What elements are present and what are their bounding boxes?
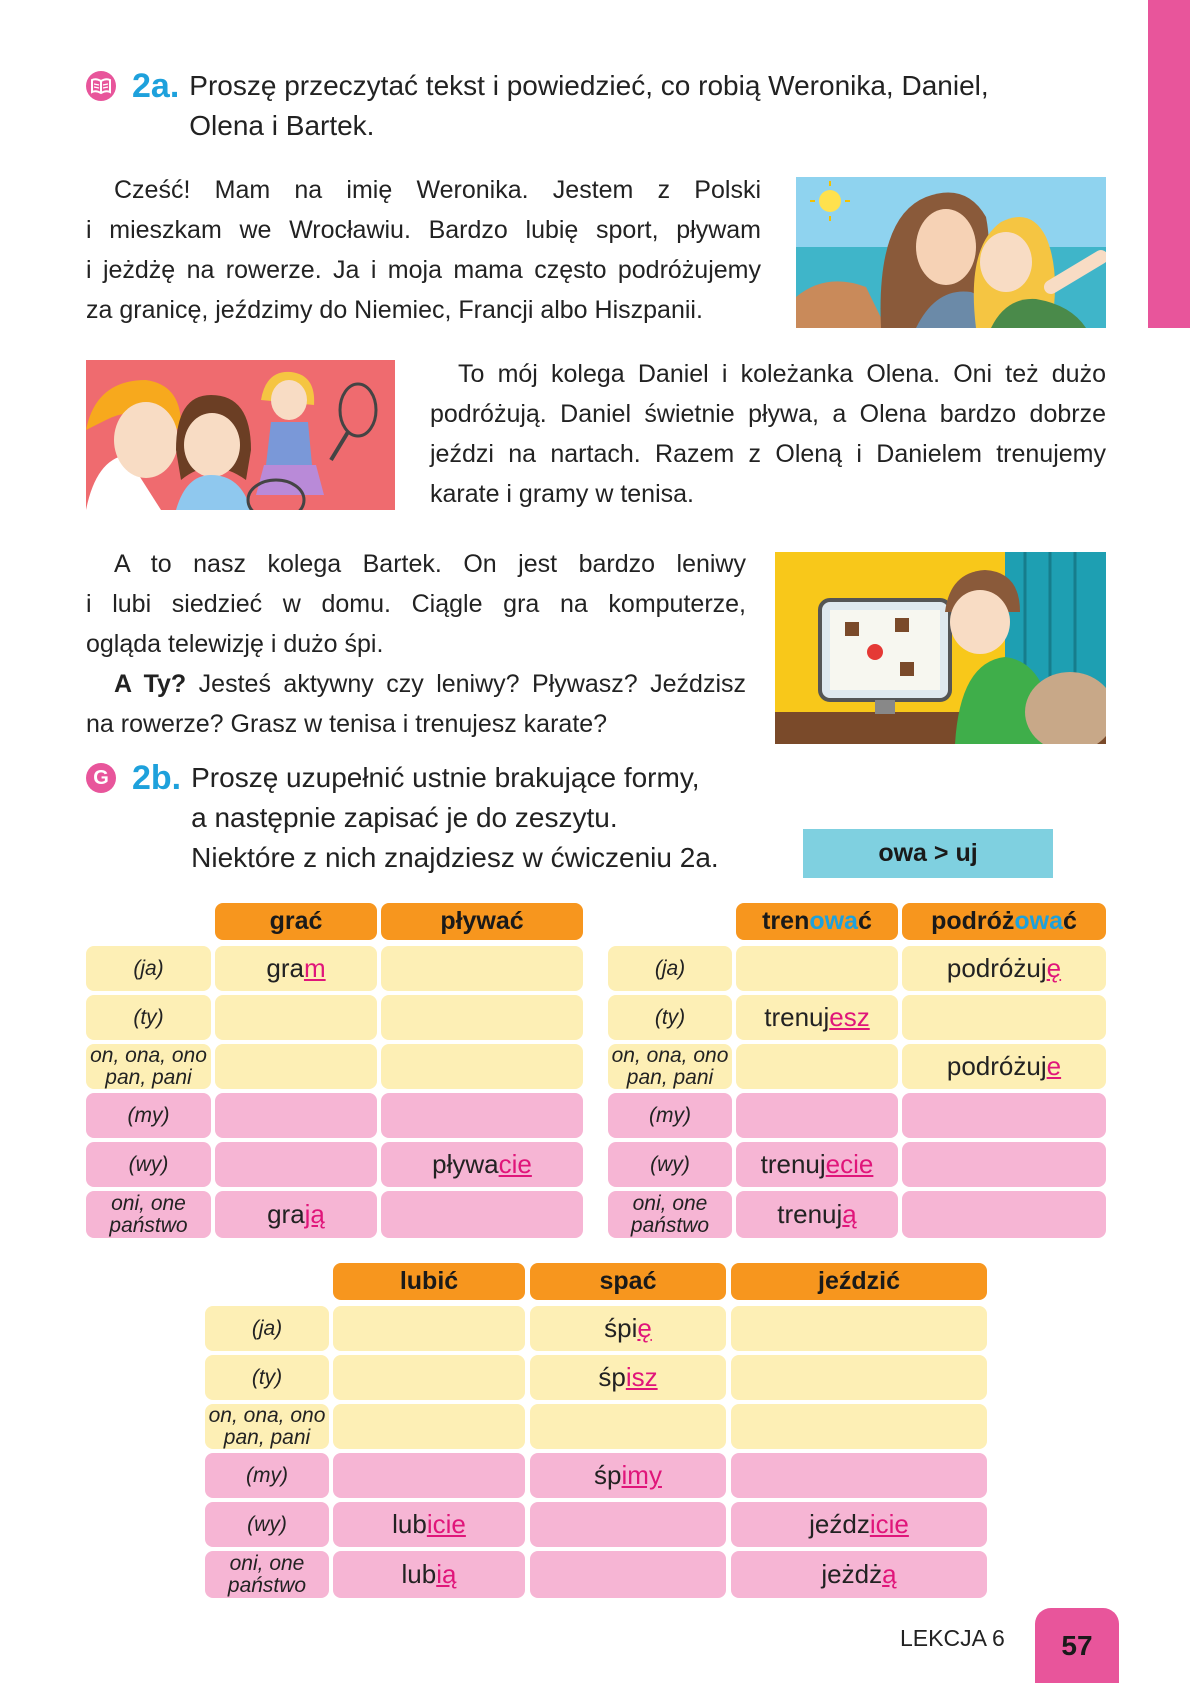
form-cell [215, 1142, 377, 1187]
pronoun-ty: (ty) [205, 1355, 329, 1400]
form-cell [736, 946, 898, 991]
header-podrozowac: podróż owa ć [902, 903, 1106, 940]
form-cell: pływa cie [381, 1142, 583, 1187]
form-cell: lub ią [333, 1551, 525, 1598]
pronoun-on: on, ona, ono pan, pani [608, 1044, 732, 1089]
pronoun-oni: oni, one państwo [205, 1551, 329, 1598]
book-icon [86, 71, 116, 101]
exercise-instruction-line2: a następnie zapisać je do zeszytu. [191, 802, 618, 833]
pronoun-wy: (wy) [205, 1502, 329, 1547]
lesson-label: LEKCJA 6 [900, 1625, 1005, 1651]
text-line: ogląda telewizję i dużo śpi. [86, 630, 384, 658]
form-cell [333, 1453, 525, 1498]
pronoun-wy: (wy) [86, 1142, 211, 1187]
exercise-number: 2a. [132, 67, 180, 105]
exercise-instruction-line3: Niektóre z nich znajdziesz w ćwiczeniu 2a. [191, 842, 719, 873]
form-cell [215, 1093, 377, 1138]
pronoun-ja: (ja) [86, 946, 211, 991]
header-lubic: lubić [333, 1263, 525, 1300]
exercise-instruction-line2: Olena i Bartek. [189, 110, 375, 141]
form-cell: jeżdż ą [731, 1551, 987, 1598]
pronoun-ty: (ty) [86, 995, 211, 1040]
grammar-g-icon: G [86, 763, 116, 793]
exercise-instruction: Proszę przeczytać tekst i powiedzieć, co robią Weronika, Daniel, [189, 70, 989, 101]
pronoun-on: on, ona, ono pan, pani [205, 1404, 329, 1449]
header-jezdzic: jeździć [731, 1263, 987, 1300]
pronoun-ja: (ja) [608, 946, 732, 991]
form-cell [530, 1404, 726, 1449]
text-line: i jeżdżę na rowerze. Ja i moja mama często podróżujemy [86, 256, 761, 284]
text-line: Cześć! Mam na imię Weronika. Jestem z Polski [114, 176, 761, 204]
form-cell [381, 1044, 583, 1089]
paragraph-weronika [86, 170, 761, 330]
form-cell [333, 1404, 525, 1449]
paragraph-bartek [86, 544, 746, 744]
text-line: podróżują. Daniel świetnie pływa, a Olena bardzo dobrze [430, 400, 1106, 428]
side-tab [1148, 0, 1190, 328]
pronoun-wy: (wy) [608, 1142, 732, 1187]
pronoun-ja: (ja) [205, 1306, 329, 1351]
form-cell: gra m [215, 946, 377, 991]
a-ty-rest: Jesteś aktywny czy leniwy? Pływasz? Jeździsz [186, 670, 746, 698]
form-cell [902, 1142, 1106, 1187]
form-cell [902, 995, 1106, 1040]
form-cell [333, 1306, 525, 1351]
text-line: za granicę, jeździmy do Niemiec, Francji albo Hiszpanii. [86, 296, 703, 324]
header-trenowac: tren owa ć [736, 903, 898, 940]
illustration-daniel-olena-weronika [86, 360, 395, 510]
hint-badge: owa > uj [803, 829, 1053, 878]
text-line [86, 664, 746, 704]
form-cell: podróżuj ę [902, 946, 1106, 991]
header-spac: spać [530, 1263, 726, 1300]
text-line: A to nasz kolega Bartek. On jest bardzo leniwy [114, 550, 746, 578]
form-cell [215, 1044, 377, 1089]
exercise-2b-heading [86, 758, 786, 878]
form-cell [381, 946, 583, 991]
form-cell [731, 1404, 987, 1449]
form-cell: lub icie [333, 1502, 525, 1547]
text-line: To mój kolega Daniel i koleżanka Olena. Oni też dużo [458, 360, 1106, 388]
exercise-instruction: Proszę uzupełnić ustnie brakujące formy, [191, 762, 700, 793]
pronoun-oni: oni, one państwo [86, 1191, 211, 1238]
text-line: i lubi siedzieć w domu. Ciągle gra na komputerze, [86, 590, 746, 618]
form-cell: trenuj ą [736, 1191, 898, 1238]
exercise-number: 2b. [132, 759, 182, 797]
form-cell [731, 1306, 987, 1351]
form-cell [381, 1191, 583, 1238]
form-cell [530, 1502, 726, 1547]
form-cell [381, 995, 583, 1040]
form-cell [736, 1093, 898, 1138]
form-cell: trenuj esz [736, 995, 898, 1040]
pronoun-my: (my) [205, 1453, 329, 1498]
text-line: karate i gramy w tenisa. [430, 480, 694, 508]
pronoun-my: (my) [608, 1093, 732, 1138]
paragraph-daniel-olena [430, 354, 1106, 514]
header-grac: grać [215, 903, 377, 940]
a-ty-bold: A Ty? [114, 670, 187, 698]
form-cell [381, 1093, 583, 1138]
form-cell [902, 1093, 1106, 1138]
form-cell: gra ją [215, 1191, 377, 1238]
form-cell: śpi ę [530, 1306, 726, 1351]
page-number: 57 [1035, 1608, 1119, 1683]
form-cell [902, 1191, 1106, 1238]
form-cell: podróżuj e [902, 1044, 1106, 1089]
exercise-2a-heading [86, 66, 1126, 146]
form-cell: śp isz [530, 1355, 726, 1400]
form-cell [215, 995, 377, 1040]
form-cell: śp imy [530, 1453, 726, 1498]
text-line: na rowerze? Grasz w tenisa i trenujesz karate? [86, 710, 608, 738]
header-plywac: pływać [381, 903, 583, 940]
form-cell [530, 1551, 726, 1598]
form-cell [731, 1453, 987, 1498]
illustration-bartek-computer [775, 552, 1106, 744]
form-cell [333, 1355, 525, 1400]
form-cell: jeźdz icie [731, 1502, 987, 1547]
form-cell: trenuj ecie [736, 1142, 898, 1187]
form-cell [736, 1044, 898, 1089]
form-cell [731, 1355, 987, 1400]
illustration-weronika-and-mother [796, 177, 1106, 328]
text-line: i mieszkam we Wrocławiu. Bardzo lubię sport, pływam [86, 216, 761, 244]
pronoun-my: (my) [86, 1093, 211, 1138]
text-line: jeździ na nartach. Razem z Oleną i Danielem trenujemy [430, 440, 1106, 468]
pronoun-oni: oni, one państwo [608, 1191, 732, 1238]
pronoun-on: on, ona, ono pan, pani [86, 1044, 211, 1089]
pronoun-ty: (ty) [608, 995, 732, 1040]
